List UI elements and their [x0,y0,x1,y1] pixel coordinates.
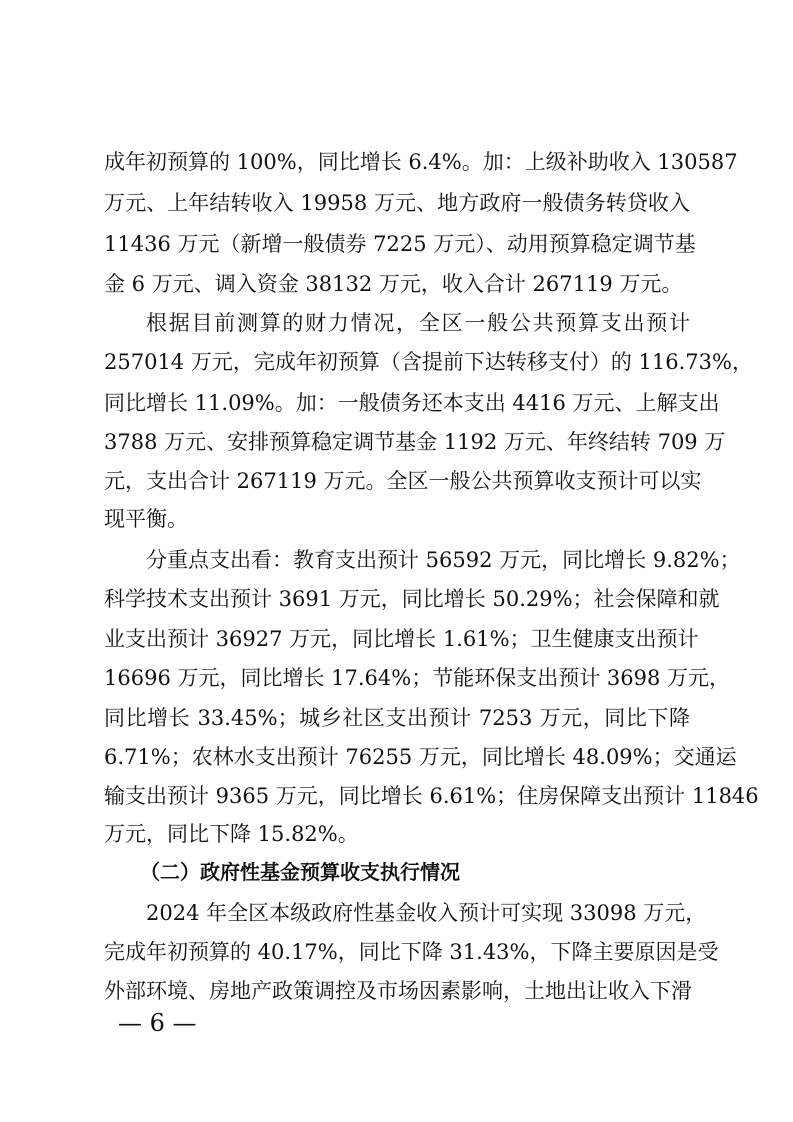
text-line: 金 6 万元、调入资金 38132 万元，收入合计 267119 万元。 [104,272,683,296]
text-line: 万元、上年结转收入 19958 万元、地方政府一般债务转贷收入 [104,191,690,215]
text-line: 输支出预计 9365 万元，同比增长 6.61%；住房保障支出预计 11846 [104,784,759,808]
text-line: 11436 万元（新增一般债券 7225 万元）、动用预算稳定调节基 [104,232,696,256]
text-line: 完成年初预算的 40.17%，同比下降 31.43%，下降主要原因是受 [104,940,719,964]
text-line: 外部环境、房地产政策调控及市场因素影响，土地出让收入下滑 [104,979,692,1003]
text-line: 元，支出合计 267119 万元。全区一般公共预算收支预计可以实 [104,469,702,493]
text-line: 同比增长 33.45%；城乡社区支出预计 7253 万元，同比下降 [104,706,690,730]
paragraph-first-line: 2024 年全区本级政府性基金收入预计可实现 33098 万元， [146,901,707,925]
text-line: 257014 万元，完成年初预算（含提前下达转移支付）的 116.73%， [104,350,753,374]
text-line: 6.71%；农林水支出预计 76255 万元，同比增长 48.09%；交通运 [104,745,737,769]
text-line: 同比增长 11.09%。加：一般债务还本支出 4416 万元、上解支出 [104,391,720,415]
paragraph-first-line: 根据目前测算的财力情况，全区一般公共预算支出预计 [146,311,690,335]
text-line: 现平衡。 [104,507,188,531]
text-line: 业支出预计 36927 万元，同比增长 1.61%；卫生健康支出预计 [104,627,699,651]
text-line: 16696 万元，同比增长 17.64%；节能环保支出预计 3698 万元， [104,666,731,690]
text-line: 科学技术支出预计 3691 万元，同比增长 50.29%；社会保障和就 [104,587,720,611]
text-line: 成年初预算的 100%，同比增长 6.4%。加：上级补助收入 130587 [104,150,738,174]
page-number: — 6 — [118,1009,197,1037]
text-line: 3788 万元、安排预算稳定调节基金 1192 万元、年终结转 709 万 [104,430,726,454]
paragraph-first-line: 分重点支出看：教育支出预计 56592 万元，同比增长 9.82%； [146,548,741,572]
section-heading: （二）政府性基金预算收支执行情况 [140,860,460,884]
text-line: 万元，同比下降 15.82%。 [104,822,359,846]
